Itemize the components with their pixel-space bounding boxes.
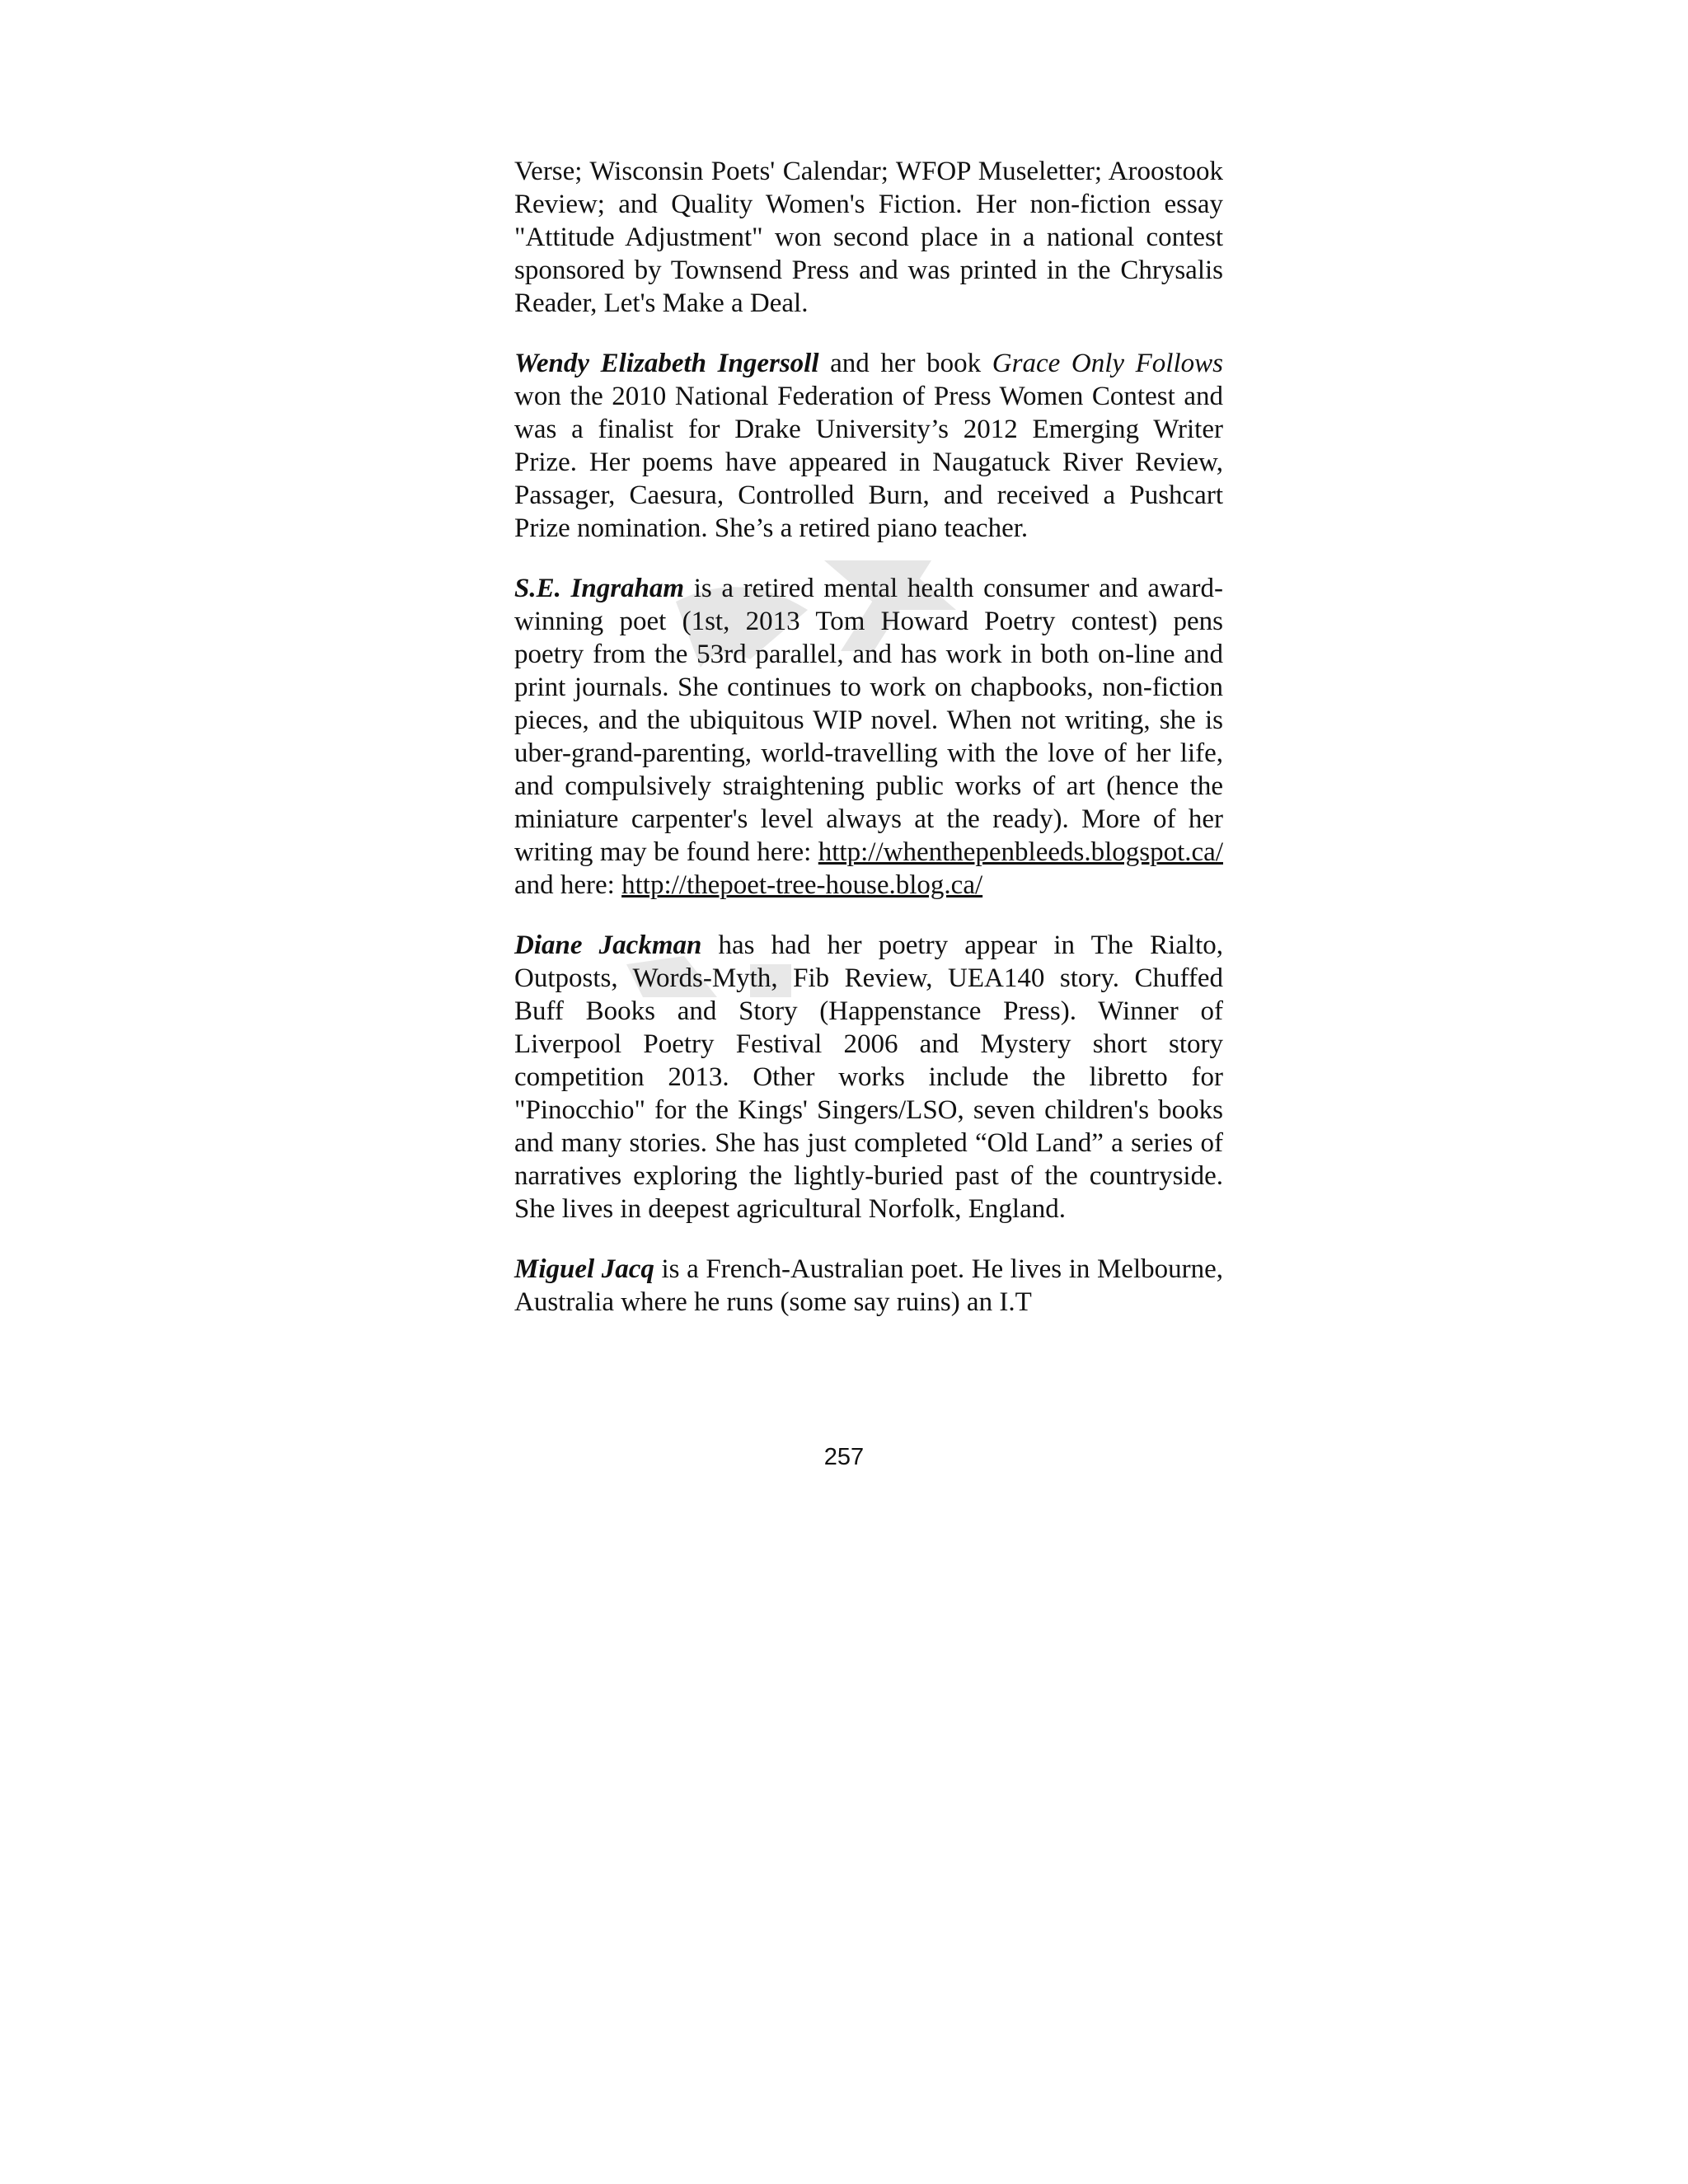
blog-link[interactable]: http://whenthepenbleeds.blogspot.ca/: [818, 837, 1223, 867]
bio-entry: [514, 929, 1223, 1226]
bio-text: and her book: [818, 349, 992, 378]
paragraph-continuation: [514, 155, 1223, 320]
bio-text: is a French-Australian poet. He lives in Melbourne, Australia where he runs (some say ruins) an I.T: [514, 1254, 1223, 1317]
bio-entry: [514, 572, 1223, 902]
page-number: 257: [823, 1444, 865, 1470]
book-title: Grace Only Follows: [992, 349, 1224, 378]
text-column: [514, 155, 1223, 1346]
paragraph-text: Verse; Wisconsin Poets' Calendar; WFOP Museletter; Aroostook Review; and Quality Women's Fiction. Her non-fiction essay "Attitude Adjustment" won second place in a national contest sponsored by Townsend Press and was printed in the Chrysalis Reader, Let's Make a Deal.: [514, 157, 1223, 318]
bio-text: is a retired mental health consumer and award-winning poet (1st, 2013 Tom Howard Poetry contest) pens poetry from the 53rd parallel, and has work in both on-line and print journals. She continues to work on chapbooks, non-fiction pieces, and the ubiquitous WIP novel. When not writing, she is uber-grand-parenting, world-travelling with the love of her life, and compulsively straightening public works of art (hence the miniature carpenter's level always at the ready). More of her writing may be found here:: [514, 574, 1223, 867]
bio-entry: [514, 347, 1223, 545]
contributor-name: Miguel Jacq: [514, 1254, 654, 1284]
bio-text: has had her poetry appear in The Rialto, Outposts, Words-Myth, Fib Review, UEA140 story. Chuffed Buff Books and Story (Happenstance Press). Winner of Liverpool Poetry Festival 2006 and Mystery short story competition 2013. Other works include the libretto for "Pinocchio" for the Kings' Singers/LSO, seven children's books and many stories. She has just completed “Old Land” a series of narratives exploring the lightly-buried past of the countryside. She lives in deepest agricultural Norfolk, England.: [514, 930, 1223, 1224]
blog-link[interactable]: http://thepoet-tree-house.blog.ca/: [621, 870, 983, 900]
bio-entry: [514, 1253, 1223, 1319]
contributor-name: S.E. Ingraham: [514, 574, 685, 603]
bio-text: won the 2010 National Federation of Press Women Contest and was a finalist for Drake University’s 2012 Emerging Writer Prize. Her poems have appeared in Naugatuck River Review, Passager, Caesura, Controlled Burn, and received a Pushcart Prize nomination. She’s a retired piano teacher.: [514, 382, 1223, 543]
bio-text: and here:: [514, 870, 622, 900]
contributor-name: Wendy Elizabeth Ingersoll: [514, 349, 819, 378]
contributor-name: Diane Jackman: [514, 930, 702, 960]
